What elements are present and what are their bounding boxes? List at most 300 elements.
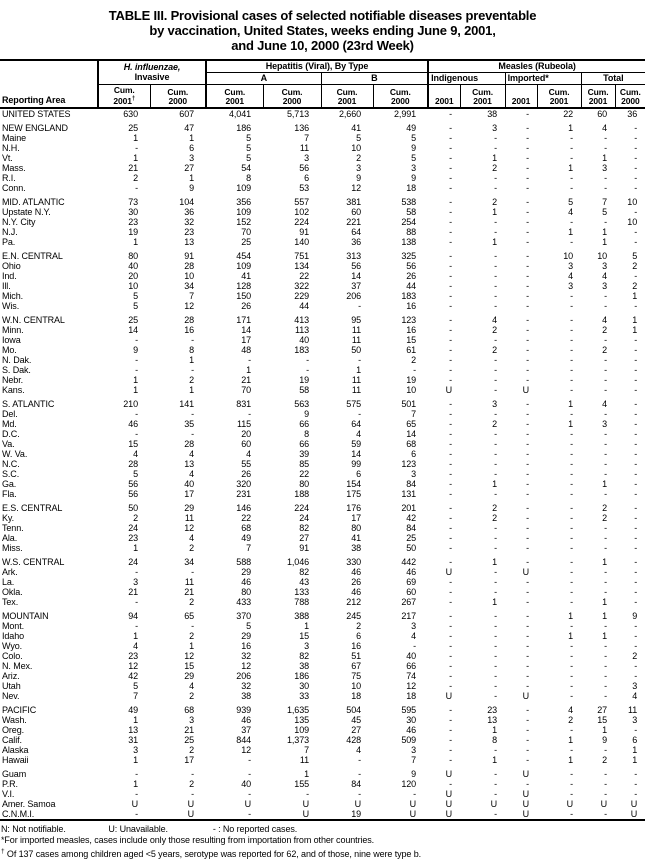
data-cell: 16 <box>351 640 362 651</box>
data-cell: 70 <box>241 226 252 237</box>
data-cell: 42 <box>406 512 417 523</box>
data-cell: 16 <box>184 324 195 335</box>
data-cell: - <box>634 354 638 365</box>
data-cell: U <box>522 384 530 395</box>
data-cell: 30 <box>406 714 417 725</box>
data-cell: - <box>526 206 530 217</box>
data-cell: 1 <box>568 418 574 429</box>
data-cell: - <box>634 640 638 651</box>
data-cell: - <box>634 488 638 499</box>
data-cell: - <box>494 300 498 311</box>
col-header-hepa-cum2001 <box>206 85 263 108</box>
data-cell: - <box>570 374 574 385</box>
data-cell: - <box>135 566 138 577</box>
col-header-hepa-cum2000 <box>263 85 321 108</box>
data-cell: 2 <box>632 280 638 291</box>
data-cell: 109 <box>294 724 310 735</box>
table-row <box>0 705 645 715</box>
data-cell: U <box>522 768 530 779</box>
data-cell: 10 <box>184 270 195 281</box>
table-row <box>0 237 645 247</box>
data-cell: 11 <box>184 512 195 523</box>
data-cell: - <box>358 754 362 765</box>
data-cell: 176 <box>346 502 362 513</box>
col-header-top: Cum. <box>224 86 246 97</box>
data-cell: - <box>191 428 195 439</box>
data-cell: 5 <box>632 250 638 261</box>
row-label: UNITED STATES <box>2 108 71 119</box>
data-cell: 5 <box>246 152 252 163</box>
data-cell: - <box>358 300 362 311</box>
col-header-year: 2000 <box>391 95 410 106</box>
data-cell: 2 <box>602 502 608 513</box>
data-cell: - <box>494 438 498 449</box>
data-cell: - <box>449 542 453 553</box>
row-label: Ky. <box>2 512 15 523</box>
data-cell: 40 <box>299 334 310 345</box>
data-cell: - <box>634 364 638 375</box>
data-cell: 29 <box>241 630 252 641</box>
data-cell: 1 <box>189 384 195 395</box>
data-cell: - <box>570 152 574 163</box>
data-cell: - <box>634 182 638 193</box>
data-cell: 80 <box>299 478 310 489</box>
table-row <box>0 281 645 291</box>
data-cell: 442 <box>401 556 417 567</box>
data-cell: 8 <box>304 428 310 439</box>
data-cell: - <box>634 566 638 577</box>
data-cell: 1 <box>602 556 608 567</box>
data-cell: 49 <box>128 704 138 715</box>
row-label: Ga. <box>2 478 17 489</box>
data-cell: 46 <box>351 586 362 597</box>
data-cell: - <box>604 364 608 375</box>
data-cell: - <box>634 542 638 553</box>
data-cell: 2,660 <box>338 108 362 119</box>
data-cell: - <box>604 788 608 799</box>
data-cell: 1 <box>492 236 498 247</box>
data-cell: - <box>634 724 638 735</box>
data-cell: - <box>526 512 530 523</box>
data-cell: - <box>306 364 310 375</box>
data-cell: - <box>604 354 608 365</box>
total-subheader: Total <box>581 73 645 85</box>
data-cell: - <box>526 270 530 281</box>
col-header-top: Cum. <box>587 86 609 97</box>
hep-b-subheader: B <box>321 73 428 85</box>
data-cell: - <box>449 354 453 365</box>
data-cell: - <box>604 690 608 701</box>
row-label: Del. <box>2 408 18 419</box>
data-cell: 26 <box>241 468 252 479</box>
data-cell: 25 <box>406 532 417 543</box>
data-cell: - <box>526 448 530 459</box>
data-cell: - <box>449 714 453 725</box>
data-cell: 43 <box>299 576 310 587</box>
row-label: D.C. <box>2 428 20 439</box>
data-cell: - <box>526 162 530 173</box>
data-cell: 24 <box>128 522 138 533</box>
data-cell: 56 <box>128 478 138 489</box>
col-header-imported-cum2001 <box>537 85 581 108</box>
col-header-year: 2001 <box>588 95 608 106</box>
data-cell: 68 <box>241 522 252 533</box>
data-cell: 91 <box>184 250 195 261</box>
data-cell: - <box>449 226 453 237</box>
data-cell: 1 <box>304 620 310 631</box>
data-cell: - <box>526 428 530 439</box>
data-cell: 27 <box>184 162 195 173</box>
data-cell: 9 <box>411 768 417 779</box>
data-cell: - <box>449 344 453 355</box>
data-cell: - <box>449 438 453 449</box>
data-cell: - <box>634 132 638 143</box>
data-cell: - <box>570 586 574 597</box>
data-cell: 19 <box>128 226 138 237</box>
data-cell: - <box>526 172 530 183</box>
table-row <box>0 671 645 681</box>
col-header-imported-2001 <box>505 85 537 108</box>
data-cell: - <box>449 488 453 499</box>
data-cell: 18 <box>406 690 417 701</box>
data-cell: 381 <box>346 196 362 207</box>
data-cell: 5 <box>356 132 362 143</box>
data-cell: 2 <box>492 418 498 429</box>
data-cell: 91 <box>299 226 310 237</box>
data-cell: 1 <box>568 226 574 237</box>
data-cell: 2 <box>189 542 195 553</box>
data-cell: - <box>570 542 574 553</box>
data-cell: 18 <box>351 690 362 701</box>
data-cell: 3 <box>133 576 138 587</box>
table-row <box>0 779 645 789</box>
data-cell: - <box>135 354 138 365</box>
data-cell: 1 <box>133 132 138 143</box>
data-cell: - <box>449 314 453 325</box>
data-cell: - <box>449 576 453 587</box>
data-cell: - <box>526 586 530 597</box>
data-cell: 99 <box>351 458 362 469</box>
data-cell: - <box>358 408 362 419</box>
data-cell: - <box>634 408 638 419</box>
data-cell: 1 <box>304 768 310 779</box>
data-cell: 186 <box>294 670 310 681</box>
data-cell: 9 <box>356 172 362 183</box>
dagger-text: Of 137 cases among children aged <5 years, serotype was reported for 62, and of those, nine were type b. <box>4 848 422 859</box>
data-cell: 25 <box>128 314 138 325</box>
data-cell: 325 <box>401 250 417 261</box>
data-cell: 14 <box>351 448 362 459</box>
table-row <box>0 251 645 261</box>
table-row <box>0 597 645 607</box>
table-row <box>0 261 645 271</box>
data-cell: - <box>191 334 195 345</box>
data-cell: - <box>634 236 638 247</box>
data-cell: - <box>449 270 453 281</box>
data-cell: - <box>449 374 453 385</box>
table-row <box>0 789 645 799</box>
data-cell: 84 <box>406 522 417 533</box>
data-cell: - <box>494 650 498 661</box>
data-cell: 24 <box>299 512 310 523</box>
row-label: Oreg. <box>2 724 25 735</box>
data-cell: 5 <box>133 300 138 311</box>
data-cell: - <box>604 532 608 543</box>
data-cell: - <box>358 788 362 799</box>
data-cell: U <box>445 808 453 819</box>
data-cell: 1 <box>492 556 498 567</box>
dagger-symbol: † <box>1 847 5 855</box>
row-label: Mass. <box>2 162 26 173</box>
data-cell: 29 <box>184 670 195 681</box>
row-label: Guam <box>2 768 27 779</box>
data-cell: - <box>494 488 498 499</box>
row-label: Utah <box>2 680 21 691</box>
data-cell: 15 <box>128 438 138 449</box>
data-cell: 2 <box>602 754 608 765</box>
data-cell: - <box>570 216 574 227</box>
data-cell: 1 <box>189 132 195 143</box>
col-header-top: Cum. <box>113 85 135 95</box>
data-cell: - <box>449 744 453 755</box>
data-cell: 70 <box>241 384 252 395</box>
data-cell: 1 <box>632 290 638 301</box>
data-cell: - <box>570 640 574 651</box>
data-cell: - <box>634 670 638 681</box>
data-cell: - <box>526 418 530 429</box>
col-header-year: 2000 <box>282 95 302 106</box>
data-cell: - <box>526 744 530 755</box>
row-label: Mont. <box>2 620 25 631</box>
data-cell: 3 <box>632 714 638 725</box>
data-cell: - <box>604 334 608 345</box>
table-row <box>0 399 645 409</box>
data-cell: - <box>358 354 362 365</box>
data-cell: - <box>604 448 608 459</box>
row-label: Wash. <box>2 714 27 725</box>
data-cell: 9 <box>411 142 417 153</box>
data-cell: - <box>604 768 608 779</box>
data-cell: 80 <box>128 250 138 261</box>
data-cell: - <box>526 182 530 193</box>
data-cell: 58 <box>406 206 417 217</box>
col-header-total-cum2000 <box>615 85 645 108</box>
data-cell: 1 <box>602 478 608 489</box>
data-cell: 4 <box>189 448 195 459</box>
row-label: P.R. <box>2 778 18 789</box>
data-cell: 50 <box>406 542 417 553</box>
data-cell: - <box>449 630 453 641</box>
data-cell: - <box>494 680 498 691</box>
data-cell: 2 <box>632 650 638 661</box>
table-row <box>0 301 645 311</box>
data-cell: 12 <box>184 522 195 533</box>
data-cell: - <box>604 216 608 227</box>
data-cell: 74 <box>406 670 417 681</box>
data-cell: - <box>449 182 453 193</box>
data-cell: - <box>135 596 138 607</box>
data-cell: 501 <box>401 398 417 409</box>
data-cell: 1 <box>133 778 138 789</box>
data-cell: - <box>634 556 638 567</box>
data-cell: 24 <box>128 556 138 567</box>
table-row <box>0 355 645 365</box>
row-label: Amer. Samoa <box>2 798 56 809</box>
data-cell: 595 <box>401 704 417 715</box>
data-cell: - <box>526 364 530 375</box>
data-cell: 21 <box>241 374 252 385</box>
data-cell: 588 <box>236 556 252 567</box>
data-cell: - <box>191 566 195 577</box>
table-row <box>0 325 645 335</box>
table-row <box>0 227 645 237</box>
data-cell: - <box>570 788 574 799</box>
data-cell: 32 <box>241 650 252 661</box>
data-cell: - <box>570 488 574 499</box>
data-cell: 23 <box>128 532 138 543</box>
data-cell: 22 <box>563 108 574 119</box>
data-cell: 245 <box>346 610 362 621</box>
data-cell: - <box>526 478 530 489</box>
data-cell: 31 <box>128 734 138 745</box>
data-cell: 14 <box>351 270 362 281</box>
data-cell: 155 <box>294 778 310 789</box>
data-cell: 30 <box>299 680 310 691</box>
data-cell: - <box>191 408 195 419</box>
data-cell: 1 <box>189 640 195 651</box>
col-header-top: Cum. <box>548 86 570 97</box>
data-cell: U <box>445 798 453 809</box>
table-row <box>0 809 645 820</box>
data-cell: - <box>634 398 638 409</box>
data-cell: 29 <box>184 502 195 513</box>
data-cell: 4 <box>133 640 138 651</box>
data-cell: - <box>526 630 530 641</box>
row-label: PACIFIC <box>2 704 37 715</box>
row-label: Conn. <box>2 182 26 193</box>
table-header <box>0 60 645 108</box>
data-cell: - <box>494 522 498 533</box>
data-cell: 1 <box>492 724 498 735</box>
table-row <box>0 745 645 755</box>
data-cell: 16 <box>406 324 417 335</box>
data-cell: - <box>604 182 608 193</box>
data-cell: - <box>604 566 608 577</box>
data-cell: - <box>570 324 574 335</box>
data-cell: 94 <box>128 610 138 621</box>
data-cell: 53 <box>299 182 310 193</box>
data-cell: 6 <box>356 468 362 479</box>
data-cell: 5,713 <box>286 108 310 119</box>
data-cell: 15 <box>299 630 310 641</box>
data-cell: - <box>570 768 574 779</box>
data-cell: - <box>604 660 608 671</box>
data-cell: 2 <box>189 690 195 701</box>
data-cell: 60 <box>241 438 252 449</box>
data-cell: 3 <box>568 280 574 291</box>
table-row <box>0 641 645 651</box>
data-cell: - <box>449 610 453 621</box>
data-cell: - <box>494 270 498 281</box>
data-cell: - <box>634 768 638 779</box>
table-row <box>0 651 645 661</box>
data-cell: 40 <box>128 260 138 271</box>
data-cell: - <box>494 610 498 621</box>
data-cell: - <box>449 334 453 345</box>
data-cell: - <box>526 334 530 345</box>
data-cell: U <box>244 798 252 809</box>
data-cell: 504 <box>346 704 362 715</box>
data-cell: - <box>570 428 574 439</box>
data-cell: - <box>248 808 252 819</box>
data-cell: - <box>449 478 453 489</box>
table-row <box>0 163 645 173</box>
data-cell: 44 <box>299 300 310 311</box>
data-cell: 56 <box>351 260 362 271</box>
data-cell: 23 <box>128 650 138 661</box>
data-cell: 1 <box>492 478 498 489</box>
data-cell: 1 <box>568 754 574 765</box>
data-cell: - <box>604 300 608 311</box>
table-row <box>0 799 645 809</box>
data-cell: 109 <box>236 182 252 193</box>
col-header-year: 2000 <box>168 95 188 106</box>
data-cell: - <box>526 324 530 335</box>
data-cell: 1 <box>492 596 498 607</box>
row-label: Alaska <box>2 744 29 755</box>
data-cell: - <box>248 754 252 765</box>
data-cell: U <box>522 690 530 701</box>
table-row <box>0 725 645 735</box>
col-header-top: Cum. <box>167 86 189 97</box>
data-cell: 1 <box>133 754 138 765</box>
row-label: W.S. CENTRAL <box>2 556 65 567</box>
data-cell: 1,635 <box>286 704 310 715</box>
data-cell: - <box>494 132 498 143</box>
data-cell: 4,041 <box>228 108 252 119</box>
table-row <box>0 345 645 355</box>
data-cell: - <box>449 586 453 597</box>
data-cell: - <box>135 408 138 419</box>
data-cell: - <box>526 196 530 207</box>
data-cell: 123 <box>401 314 417 325</box>
data-cell: 11 <box>351 334 362 345</box>
data-cell: - <box>634 586 638 597</box>
data-cell: - <box>449 216 453 227</box>
table-row <box>0 567 645 577</box>
data-cell: 8 <box>492 734 498 745</box>
data-cell: 1 <box>602 152 608 163</box>
data-cell: 68 <box>406 438 417 449</box>
data-cell: 183 <box>401 290 417 301</box>
row-label: Ill. <box>2 280 11 291</box>
data-cell: 15 <box>406 334 417 345</box>
data-cell: 2 <box>189 744 195 755</box>
data-cell: - <box>604 586 608 597</box>
data-cell: 46 <box>241 576 252 587</box>
table-row <box>0 661 645 671</box>
data-cell: U <box>445 384 453 395</box>
col-header-bottom <box>99 95 150 106</box>
data-cell: 133 <box>294 586 310 597</box>
data-cell: - <box>494 364 498 375</box>
data-cell: 1 <box>602 610 608 621</box>
notifiable-diseases-table <box>0 59 645 821</box>
data-cell: U <box>522 566 530 577</box>
data-cell: 1 <box>133 374 138 385</box>
data-cell: 109 <box>236 206 252 217</box>
data-cell: 320 <box>236 478 252 489</box>
